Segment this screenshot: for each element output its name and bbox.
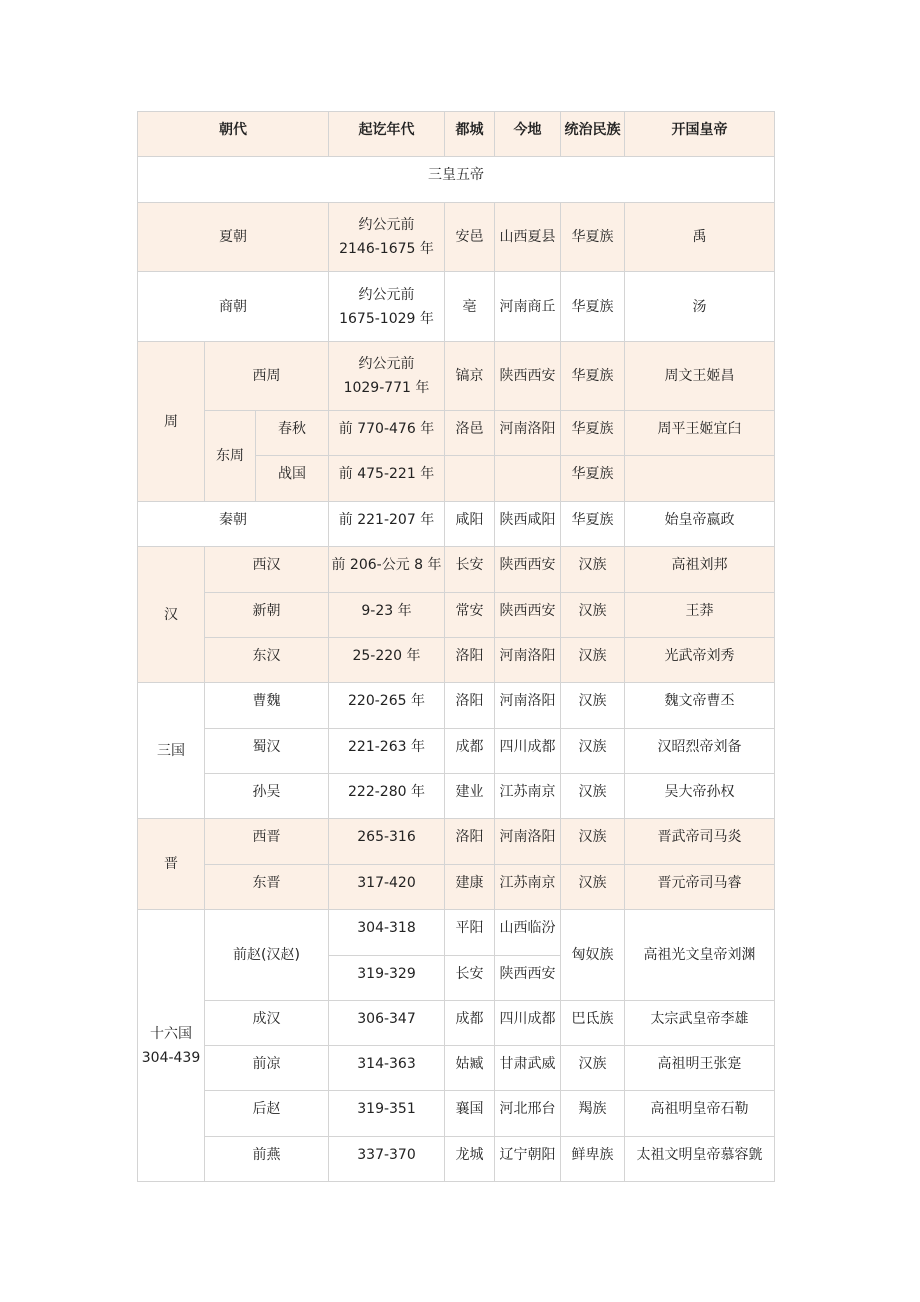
- dynasty-name: 曹魏: [205, 683, 329, 729]
- founder-cell: 吴大帝孙权: [625, 774, 775, 819]
- location-cell: 四川成都: [495, 1001, 561, 1046]
- founder-cell: 王莽: [625, 593, 775, 638]
- founder-cell: 周平王姬宜臼: [625, 411, 775, 456]
- period-cell: 25-220 年: [329, 638, 445, 683]
- capital-cell: 建康: [445, 865, 495, 910]
- group-years-line: 304-439: [141, 1049, 201, 1066]
- founder-cell: 晋元帝司马睿: [625, 865, 775, 910]
- period-cell: 前 206-公元 8 年: [329, 547, 445, 593]
- table-row: [138, 502, 775, 547]
- founder-cell: 太祖文明皇帝慕容皝: [625, 1137, 775, 1182]
- capital-cell: 长安: [445, 547, 495, 593]
- ethnicity-cell: 华夏族: [561, 342, 625, 411]
- founder-cell: 光武帝刘秀: [625, 638, 775, 683]
- dynasty-group-name: [138, 910, 205, 1182]
- period-cell: 221-263 年: [329, 729, 445, 774]
- period-cell: 265-316: [329, 819, 445, 865]
- ethnicity-cell: 汉族: [561, 819, 625, 865]
- table-row: [138, 1001, 775, 1046]
- ethnicity-cell: 巴氐族: [561, 1001, 625, 1046]
- dynasty-group-name: 三国: [138, 683, 205, 819]
- table-row: [138, 819, 775, 865]
- capital-cell: 安邑: [445, 203, 495, 272]
- table-row: [138, 547, 775, 593]
- table-row: [138, 638, 775, 683]
- founder-cell: 晋武帝司马炎: [625, 819, 775, 865]
- period-cell: [329, 342, 445, 411]
- period-cell: 317-420: [329, 865, 445, 910]
- period-line: 2146-1675 年: [339, 241, 434, 257]
- capital-cell: 襄国: [445, 1091, 495, 1137]
- dynasty-group-name: 晋: [138, 819, 205, 910]
- location-cell: 陕西西安: [495, 547, 561, 593]
- capital-cell: 成都: [445, 1001, 495, 1046]
- founder-cell: 高祖明皇帝石勒: [625, 1091, 775, 1137]
- capital-cell: 常安: [445, 593, 495, 638]
- table-row: [138, 203, 775, 272]
- header-location: 今地: [495, 112, 561, 157]
- dynasty-name: 前燕: [205, 1137, 329, 1182]
- capital-cell: [445, 456, 495, 502]
- ethnicity-cell: 华夏族: [561, 411, 625, 456]
- ethnicity-cell: 汉族: [561, 774, 625, 819]
- location-cell: 甘肃武威: [495, 1046, 561, 1091]
- header-ethnicity: 统治民族: [561, 112, 625, 157]
- capital-cell: 姑臧: [445, 1046, 495, 1091]
- sanhuang-cell: 三皇五帝: [138, 157, 775, 203]
- table-row: [138, 272, 775, 342]
- dynasty-table: [137, 111, 775, 1182]
- founder-cell: 高祖明王张寔: [625, 1046, 775, 1091]
- dynasty-name: 秦朝: [138, 502, 329, 547]
- capital-cell: 洛阳: [445, 638, 495, 683]
- dynasty-name: 东周: [205, 411, 256, 502]
- dynasty-name: 孙吴: [205, 774, 329, 819]
- header-row: [138, 112, 775, 157]
- capital-cell: 建业: [445, 774, 495, 819]
- period-cell: 前 221-207 年: [329, 502, 445, 547]
- dynasty-name: 东汉: [205, 638, 329, 683]
- period-cell: 前 475-221 年: [329, 456, 445, 502]
- dynasty-name: 前凉: [205, 1046, 329, 1091]
- location-cell: 江苏南京: [495, 774, 561, 819]
- ethnicity-cell: 汉族: [561, 865, 625, 910]
- table-row: [138, 729, 775, 774]
- table-row: [138, 910, 775, 956]
- table-row: [138, 865, 775, 910]
- dynasty-name: 夏朝: [138, 203, 329, 272]
- period-cell: 306-347: [329, 1001, 445, 1046]
- period-cell: 314-363: [329, 1046, 445, 1091]
- ethnicity-cell: 华夏族: [561, 203, 625, 272]
- dynasty-name: 成汉: [205, 1001, 329, 1046]
- period-cell: 304-318: [329, 910, 445, 956]
- location-cell: 河南洛阳: [495, 638, 561, 683]
- ethnicity-cell: 匈奴族: [561, 910, 625, 1001]
- capital-cell: 龙城: [445, 1137, 495, 1182]
- location-cell: 陕西西安: [495, 342, 561, 411]
- location-cell: 河南洛阳: [495, 411, 561, 456]
- ethnicity-cell: 汉族: [561, 638, 625, 683]
- ethnicity-cell: 羯族: [561, 1091, 625, 1137]
- capital-cell: 镐京: [445, 342, 495, 411]
- ethnicity-cell: 华夏族: [561, 272, 625, 342]
- capital-cell: 平阳: [445, 910, 495, 956]
- capital-cell: 长安: [445, 956, 495, 1001]
- ethnicity-cell: 汉族: [561, 729, 625, 774]
- header-dynasty: 朝代: [138, 112, 329, 157]
- dynasty-name: 后赵: [205, 1091, 329, 1137]
- ethnicity-cell: 汉族: [561, 547, 625, 593]
- location-cell: 陕西咸阳: [495, 502, 561, 547]
- period-cell: [329, 272, 445, 342]
- founder-cell: 太宗武皇帝李雄: [625, 1001, 775, 1046]
- period-line: 1675-1029 年: [339, 310, 434, 327]
- header-period: 起讫年代: [329, 112, 445, 157]
- header-founder: 开国皇帝: [625, 112, 775, 157]
- location-cell: 河南洛阳: [495, 819, 561, 865]
- ethnicity-cell: 汉族: [561, 683, 625, 729]
- capital-cell: 洛阳: [445, 683, 495, 729]
- location-cell: 河北邢台: [495, 1091, 561, 1137]
- table-row: [138, 342, 775, 411]
- table-row: [138, 774, 775, 819]
- founder-cell: 汤: [625, 272, 775, 342]
- location-cell: 陕西西安: [495, 956, 561, 1001]
- dynasty-name: 西周: [205, 342, 329, 411]
- table-row: [138, 411, 775, 456]
- sub-dynasty-name: 春秋: [256, 411, 329, 456]
- ethnicity-cell: 汉族: [561, 1046, 625, 1091]
- founder-cell: 汉昭烈帝刘备: [625, 729, 775, 774]
- dynasty-name: 商朝: [138, 272, 329, 342]
- period-cell: 9-23 年: [329, 593, 445, 638]
- founder-cell: 周文王姬昌: [625, 342, 775, 411]
- period-line: 约公元前: [358, 217, 415, 233]
- period-cell: 前 770-476 年: [329, 411, 445, 456]
- location-cell: 辽宁朝阳: [495, 1137, 561, 1182]
- period-cell: 319-351: [329, 1091, 445, 1137]
- table-row: [138, 1137, 775, 1182]
- ethnicity-cell: 华夏族: [561, 456, 625, 502]
- period-cell: 220-265 年: [329, 683, 445, 729]
- location-cell: 山西夏县: [495, 203, 561, 272]
- period-cell: 319-329: [329, 956, 445, 1001]
- dynasty-name: 蜀汉: [205, 729, 329, 774]
- dynasty-name: 前赵(汉赵): [205, 910, 329, 1001]
- table-row: [138, 683, 775, 729]
- location-cell: 陕西西安: [495, 593, 561, 638]
- dynasty-group-name: 周: [138, 342, 205, 502]
- capital-cell: 亳: [445, 272, 495, 342]
- capital-cell: 洛阳: [445, 819, 495, 865]
- founder-cell: 高祖刘邦: [625, 547, 775, 593]
- period-cell: 337-370: [329, 1137, 445, 1182]
- period-cell: 222-280 年: [329, 774, 445, 819]
- period-line: 约公元前: [358, 356, 415, 372]
- group-name-line: 十六国: [150, 1025, 192, 1042]
- location-cell: 山西临汾: [495, 910, 561, 956]
- dynasty-name: 东晋: [205, 865, 329, 910]
- capital-cell: 咸阳: [445, 502, 495, 547]
- ethnicity-cell: 华夏族: [561, 502, 625, 547]
- table-row: [138, 1046, 775, 1091]
- dynasty-group-name: 汉: [138, 547, 205, 683]
- location-cell: [495, 456, 561, 502]
- founder-cell: 魏文帝曹丕: [625, 683, 775, 729]
- period-line: 约公元前: [358, 286, 415, 303]
- table-row: [138, 1091, 775, 1137]
- table-row: [138, 593, 775, 638]
- location-cell: 河南洛阳: [495, 683, 561, 729]
- location-cell: 河南商丘: [495, 272, 561, 342]
- ethnicity-cell: 鲜卑族: [561, 1137, 625, 1182]
- dynasty-name: 西晋: [205, 819, 329, 865]
- location-cell: 江苏南京: [495, 865, 561, 910]
- period-cell: [329, 203, 445, 272]
- dynasty-name: 西汉: [205, 547, 329, 593]
- period-line: 1029-771 年: [343, 380, 430, 396]
- location-cell: 四川成都: [495, 729, 561, 774]
- founder-cell: 禹: [625, 203, 775, 272]
- dynasty-name: 新朝: [205, 593, 329, 638]
- header-capital: 都城: [445, 112, 495, 157]
- ethnicity-cell: 汉族: [561, 593, 625, 638]
- table-row: [138, 157, 775, 203]
- capital-cell: 成都: [445, 729, 495, 774]
- founder-cell: [625, 456, 775, 502]
- founder-cell: 始皇帝嬴政: [625, 502, 775, 547]
- capital-cell: 洛邑: [445, 411, 495, 456]
- founder-cell: 高祖光文皇帝刘渊: [625, 910, 775, 1001]
- sub-dynasty-name: 战国: [256, 456, 329, 502]
